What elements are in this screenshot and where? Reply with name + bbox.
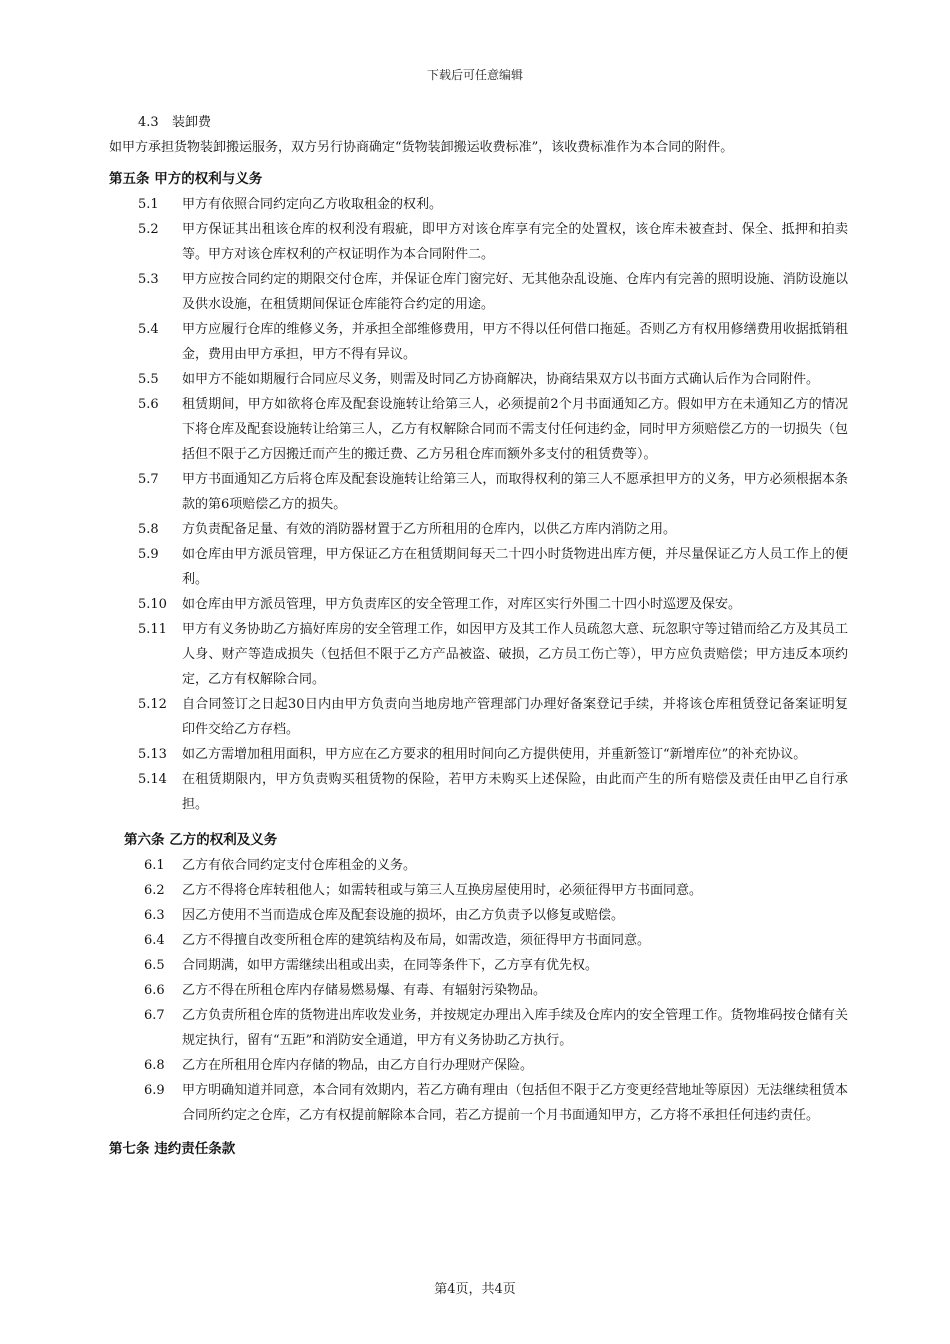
clause-number: 6.1 — [144, 858, 165, 873]
section-4-3-heading — [138, 110, 950, 135]
clause-item — [144, 978, 848, 1003]
clause-number: 5.2 — [138, 222, 159, 237]
clause-text: 乙方有依合同约定支付仓库租金的义务。 — [182, 858, 417, 873]
article-6-clauses — [0, 853, 950, 1128]
clause-item — [144, 1003, 848, 1053]
clause-text: 如仓库由甲方派员管理，甲方负责库区的安全管理工作，对库区实行外围二十四小时巡逻及保安。 — [182, 597, 742, 612]
clause-text: 甲方应按合同约定的期限交付仓库，并保证仓库门窗完好、无其他杂乱设施、仓库内有完善的照明设施、消防设施以及供水设施，在租赁期间保证仓库能符合约定的用途。 — [182, 272, 848, 312]
page-header: 下载后可任意编辑 — [426, 68, 523, 82]
clause-item — [144, 853, 848, 878]
clause-text: 乙方在所租用仓库内存储的物品，由乙方自行办理财产保险。 — [182, 1058, 534, 1073]
clause-item — [138, 367, 848, 392]
clause-number: 6.7 — [144, 1008, 165, 1023]
clause-number: 5.14 — [138, 772, 167, 787]
article-5-clauses — [0, 192, 950, 817]
clause-number: 6.3 — [144, 908, 165, 923]
clause-text: 甲方书面通知乙方后将仓库及配套设施转让给第三人，而取得权利的第三人不愿承担甲方的义务，甲方必须根据本条款的第6项赔偿乙方的损失。 — [182, 472, 848, 512]
clause-number: 5.1 — [138, 197, 159, 212]
clause-text: 甲方有义务协助乙方搞好库房的安全管理工作，如因甲方及其工作人员疏忽大意、玩忽职守等过错而给乙方及其员工人身、财产等造成损失（包括但不限于乙方产品被盗、破损，乙方员工伤亡等），甲方应负责赔偿；甲方违反本项约定，乙方有权解除合同。 — [182, 622, 848, 687]
clause-number: 6.5 — [144, 958, 165, 973]
clause-number: 5.6 — [138, 397, 159, 412]
clause-item — [138, 317, 848, 367]
clause-text: 方负责配备足量、有效的消防器材置于乙方所租用的仓库内，以供乙方库内消防之用。 — [182, 522, 677, 537]
clause-item — [138, 742, 848, 767]
clause-number: 6.2 — [144, 883, 165, 898]
clause-item — [144, 1053, 848, 1078]
section-4-3-text: 如甲方承担货物装卸搬运服务，双方另行协商确定“货物装卸搬运收费标准”，该收费标准作为本合同的附件。 — [109, 140, 734, 155]
clause-text: 甲方应履行仓库的维修义务，并承担全部维修费用，甲方不得以任何借口拖延。否则乙方有权用修缮费用收据抵销租金，费用由甲方承担，甲方不得有异议。 — [182, 322, 848, 362]
clause-item — [138, 542, 848, 592]
clause-number: 5.3 — [138, 272, 159, 287]
section-title: 装卸费 — [172, 115, 212, 130]
clause-item — [144, 928, 848, 953]
clause-number: 5.11 — [138, 622, 167, 637]
clause-number: 5.12 — [138, 697, 167, 712]
clause-item — [138, 267, 848, 317]
clause-text: 乙方不得将仓库转租他人；如需转租或与第三人互换房屋使用时，必须征得甲方书面同意。 — [182, 883, 703, 898]
clause-item — [144, 903, 848, 928]
clause-text: 合同期满，如甲方需继续出租或出卖，在同等条件下，乙方享有优先权。 — [182, 958, 599, 973]
clause-item — [138, 392, 848, 467]
clause-item — [138, 692, 848, 742]
clause-text: 乙方负责所租仓库的货物进出库收发业务，并按规定办理出入库手续及仓库内的安全管理工作。货物堆码按仓储有关规定执行，留有“五距”和消防安全通道，甲方有义务协助乙方执行。 — [182, 1008, 848, 1048]
clause-item — [138, 617, 848, 692]
clause-number: 5.10 — [138, 597, 167, 612]
clause-item — [138, 592, 848, 617]
clause-item — [138, 467, 848, 517]
clause-text: 乙方不得在所租仓库内存储易燃易爆、有毒、有辐射污染物品。 — [182, 983, 547, 998]
clause-text: 甲方明确知道并同意，本合同有效期内，若乙方确有理由（包括但不限于乙方变更经营地址等原因）无法继续租赁本合同所约定之仓库，乙方有权提前解除本合同，若乙方提前一个月书面通知甲方，乙方将不承担任何违约责任。 — [182, 1083, 848, 1123]
article-5-title: 第五条 甲方的权利与义务 — [109, 171, 263, 187]
clause-item — [144, 1078, 848, 1128]
clause-text: 因乙方使用不当而造成仓库及配套设施的损坏，由乙方负责予以修复或赔偿。 — [182, 908, 625, 923]
clause-item — [144, 953, 848, 978]
clause-item — [138, 192, 848, 217]
clause-text: 如甲方不能如期履行合同应尽义务，则需及时同乙方协商解决，协商结果双方以书面方式确认后作为合同附件。 — [182, 372, 820, 387]
clause-item — [138, 767, 848, 817]
clause-text: 甲方保证其出租该仓库的权利没有瑕疵，即甲方对该仓库享有完全的处置权，该仓库未被查封、保全、抵押和拍卖等。甲方对该仓库权利的产权证明作为本合同附件二。 — [182, 222, 848, 262]
clause-number: 6.4 — [144, 933, 165, 948]
clause-item — [144, 878, 848, 903]
clause-number: 6.9 — [144, 1083, 165, 1098]
clause-item — [138, 217, 848, 267]
clause-text: 乙方不得擅自改变所租仓库的建筑结构及布局，如需改造，须征得甲方书面同意。 — [182, 933, 651, 948]
clause-text: 租赁期间，甲方如欲将仓库及配套设施转让给第三人，必须提前2个月书面通知乙方。假如甲方在未通知乙方的情况下将仓库及配套设施转让给第三人，乙方有权解除合同而不需支付任何违约金，同时甲方须赔偿乙方的一切损失（包括但不限于乙方因搬迁而产生的搬迁费、乙方另租仓库而额外多支付的租赁费等）。 — [182, 397, 848, 462]
page-footer: 第4页，共4页 — [434, 1282, 516, 1297]
clause-text: 甲方有依照合同约定向乙方收取租金的权利。 — [182, 197, 443, 212]
clause-number: 6.6 — [144, 983, 165, 998]
clause-text: 自合同签订之日起30日内由甲方负责向当地房地产管理部门办理好备案登记手续，并将该仓库租赁登记备案证明复印件交给乙方存档。 — [182, 697, 848, 737]
clause-item — [138, 517, 848, 542]
document-body — [0, 110, 950, 1162]
clause-number: 5.4 — [138, 322, 159, 337]
clause-number: 5.7 — [138, 472, 159, 487]
clause-number: 5.8 — [138, 522, 159, 537]
clause-number: 5.13 — [138, 747, 167, 762]
section-number: 4.3 — [138, 115, 159, 130]
article-6-title: 第六条 乙方的权利及义务 — [124, 832, 278, 848]
clause-number: 5.9 — [138, 547, 159, 562]
clause-text: 如乙方需增加租用面积，甲方应在乙方要求的租用时间向乙方提供使用，并重新签订“新增库位”的补充协议。 — [182, 747, 807, 762]
clause-number: 5.5 — [138, 372, 159, 387]
article-7-title: 第七条 违约责任条款 — [109, 1141, 236, 1157]
clause-text: 如仓库由甲方派员管理，甲方保证乙方在租赁期间每天二十四小时货物进出库方便，并尽量保证乙方人员工作上的便利。 — [182, 547, 848, 587]
clause-text: 在租赁期限内，甲方负责购买租赁物的保险，若甲方未购买上述保险，由此而产生的所有赔偿及责任由甲乙自行承担。 — [182, 772, 848, 812]
clause-number: 6.8 — [144, 1058, 165, 1073]
